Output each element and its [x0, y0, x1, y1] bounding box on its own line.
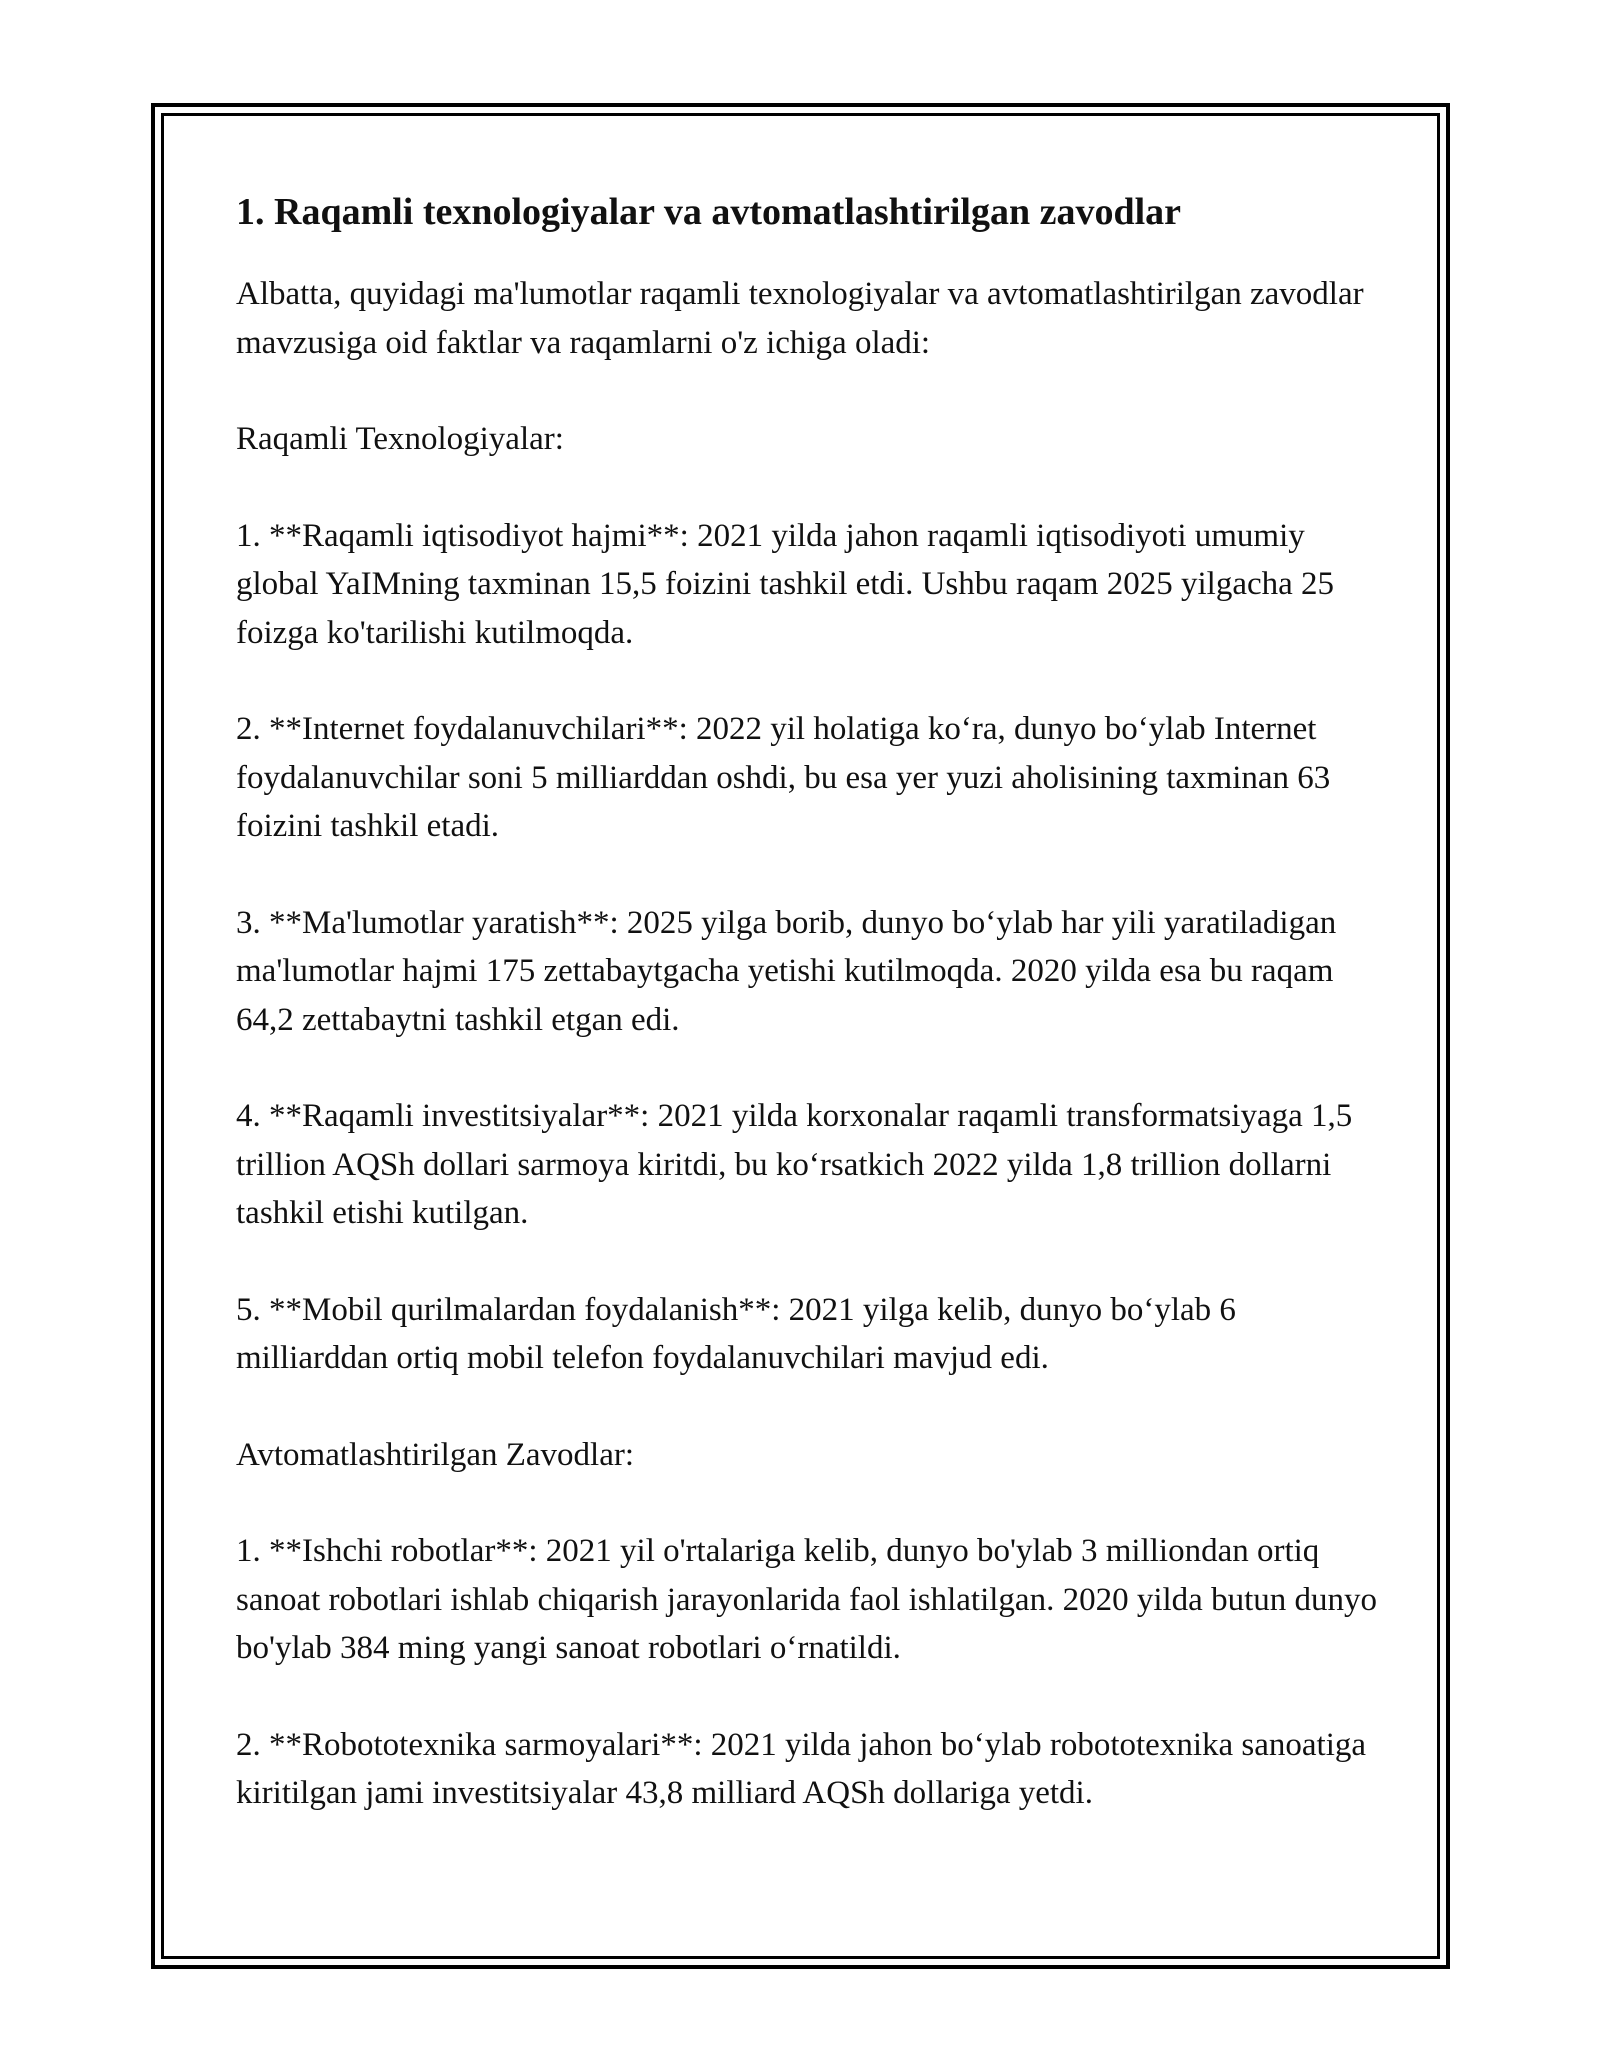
list-item-robotics-investments: 2. **Robototexnika sarmoyalari**: 2021 yilda jahon bo‘ylab robototexnika sanoatiga kiritilgan jami investitsiyalar 43,8 milliard AQSh dollariga yetdi.: [236, 1726, 1367, 1811]
list-item-digital-investments: 4. **Raqamli investitsiyalar**: 2021 yilda korxonalar raqamli transformatsiyaga 1,5 trillion AQSh dollari sarmoya kiritdi, bu ko‘rsatkich 2022 yilda 1,8 trillion dollarni tashkil etishi kutilgan.: [236, 1098, 1353, 1231]
list-item-mobile-usage: 5. **Mobil qurilmalardan foydalanish**: 2021 yilga kelib, dunyo bo‘ylab 6 milliarddan ortiq mobil telefon foydalanuvchilari mavjud edi.: [236, 1291, 1236, 1376]
list-item-industrial-robots: 1. **Ishchi robotlar**: 2021 yil o'rtalariga kelib, dunyo bo'ylab 3 milliondan ortiq sanoat robotlari ishlab chiqarish jarayonlarida faol ishlatilgan. 2020 yilda butun dunyo bo'ylab 384 ming yangi sanoat robotlari o‘rnatildi.: [236, 1533, 1377, 1666]
intro-paragraph: Albatta, quyidagi ma'lumotlar raqamli texnologiyalar va avtomatlashtirilgan zavodlar mavzusiga oid faktlar va raqamlarni o'z ichiga oladi:: [236, 276, 1364, 361]
list-item-internet-users: 2. **Internet foydalanuvchilari**: 2022 yil holatiga ko‘ra, dunyo bo‘ylab Internet foydalanuvchilar soni 5 milliarddan oshdi, bu esa yer yuzi aholisining taxminan 63 foizini tashkil etadi.: [236, 711, 1331, 844]
section-heading-automated-factories: Avtomatlashtirilgan Zavodlar:: [236, 1436, 635, 1473]
list-item-digital-economy: 1. **Raqamli iqtisodiyot hajmi**: 2021 yilda jahon raqamli iqtisodiyoti umumiy global YaIMning taxminan 15,5 foizini tashkil etdi. Ushbu raqam 2025 yilgacha 25 foizga ko'tarilishi kutilmoqda.: [236, 517, 1335, 651]
document-body: [236, 188, 1386, 1866]
section-heading-digital-technologies: Raqamli Texnologiyalar:: [236, 421, 564, 457]
document-title: 1. Raqamli texnologiyalar va avtomatlashtirilgan zavodlar: [236, 191, 1182, 233]
list-item-data-creation: 3. **Ma'lumotlar yaratish**: 2025 yilga borib, dunyo bo‘ylab har yili yaratiladigan ma'lumotlar hajmi 175 zettabaytgacha yetishi kutilmoqda. 2020 yilda esa bu raqam 64,2 zettabaytni tashkil etgan edi.: [236, 904, 1337, 1038]
